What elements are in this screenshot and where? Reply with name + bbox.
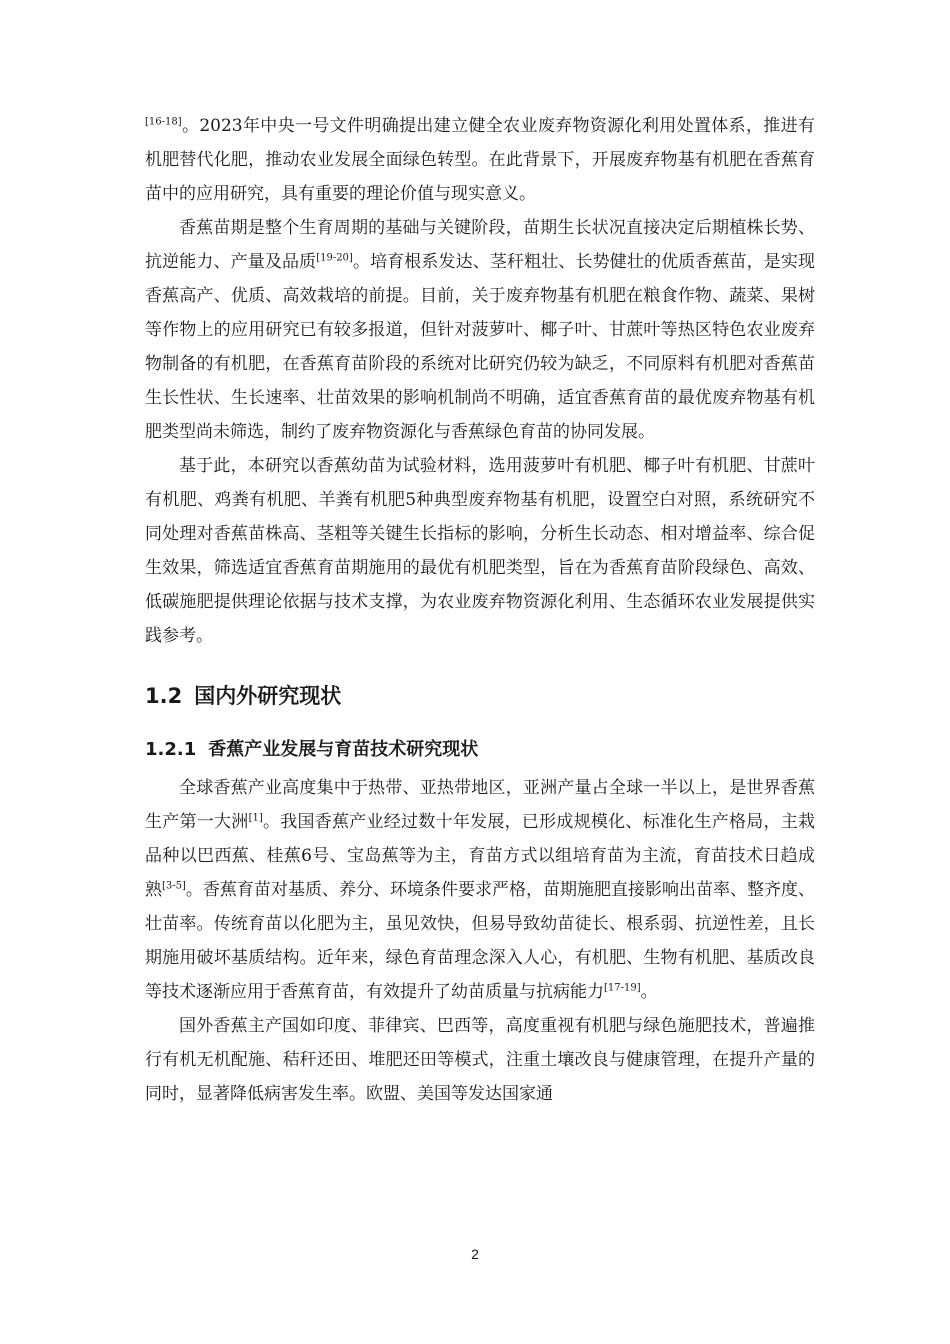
paragraph-4 (145, 771, 815, 1009)
paragraph-3 (145, 449, 815, 653)
citation: [16-18] (145, 116, 182, 128)
paragraph-text: 全球香蕉产业高度集中于热带、亚热带地区，亚洲产量占全球一半以上，是世界香蕉生产第一大洲 (145, 778, 815, 832)
page-number: 2 (471, 1246, 479, 1262)
citation: [1] (248, 812, 263, 824)
section-number: 1.2 (145, 684, 183, 708)
section-title: 香蕉产业发展与育苗技术研究现状 (208, 739, 479, 760)
citation: [17-19] (604, 982, 641, 994)
paragraph-2 (145, 211, 815, 449)
section-number: 1.2.1 (145, 739, 197, 760)
paragraph-text: 。 (640, 982, 658, 1002)
paragraph-1 (145, 109, 815, 211)
paragraph-text: 。培育根系发达、茎秆粗壮、长势健壮的优质香蕉苗，是实现香蕉高产、优质、高效栽培的前提。目前，关于废弃物基有机肥在粮食作物、蔬菜、果树等作物上的应用研究已有较多报道，但针对菠萝叶、椰子叶、甘蔗叶等热区特色农业废弃物制备的有机肥，在香蕉育苗阶段的系统对比研究仍较为缺乏，不同原料有机肥对香蕉苗生长性状、生长速率、壮苗效果的影响机制尚不明确，适宜香蕉育苗的最优废弃物基有机肥类型尚未筛选，制约了废弃物资源化与香蕉绿色育苗的协同发展。 (145, 252, 816, 442)
document-body (145, 109, 815, 1111)
citation: [3-5] (162, 880, 186, 892)
paragraph-text: 。我国香蕉产业经过数十年发展，已形成规模化、标准化生产格局，主栽品种以巴西蕉、桂蕉6号、宝岛蕉等为主，育苗方式以组培育苗为主流，育苗技术日趋成熟 (145, 812, 816, 900)
paragraph-text: 香蕉苗期是整个生育周期的基础与关键阶段，苗期生长状况直接决定后期植株长势、抗逆能力、产量及品质 (145, 218, 815, 272)
citation: [19-20] (316, 252, 353, 264)
section-heading-1-2-1 (145, 733, 815, 767)
paragraph-text: 国外香蕉主产国如印度、菲律宾、巴西等，高度重视有机肥与绿色施肥技术，普遍推行有机无机配施、秸秆还田、堆肥还田等模式，注重土壤改良与健康管理，在提升产量的同时，显著降低病害发生率。欧盟、美国等发达国家通 (145, 1016, 815, 1104)
section-title: 国内外研究现状 (194, 684, 342, 708)
paragraph-5 (145, 1009, 815, 1111)
paragraph-text: 。香蕉育苗对基质、养分、环境条件要求严格，苗期施肥直接影响出苗率、整齐度、壮苗率。传统育苗以化肥为主，虽见效快，但易导致幼苗徒长、根系弱、抗逆性差，且长期施用破坏基质结构。近年来，绿色育苗理念深入人心，有机肥、生物有机肥、基质改良等技术逐渐应用于香蕉育苗，有效提升了幼苗质量与抗病能力 (145, 880, 816, 1002)
paragraph-text: 基于此，本研究以香蕉幼苗为试验材料，选用菠萝叶有机肥、椰子叶有机肥、甘蔗叶有机肥、鸡粪有机肥、羊粪有机肥5种典型废弃物基有机肥，设置空白对照，系统研究不同处理对香蕉苗株高、茎粗等关键生长指标的影响，分析生长动态、相对增益率、综合促生效果，筛选适宜香蕉育苗期施用的最优有机肥类型，旨在为香蕉育苗阶段绿色、高效、低碳施肥提供理论依据与技术支撑，为农业废弃物资源化利用、生态循环农业发展提供实践参考。 (145, 456, 815, 646)
paragraph-text: 。2023年中央一号文件明确提出建立健全农业废弃物资源化利用处置体系，推进有机肥替代化肥，推动农业发展全面绿色转型。在此背景下，开展废弃物基有机肥在香蕉育苗中的应用研究，具有重要的理论价值与现实意义。 (145, 116, 815, 204)
section-heading-1-2 (145, 679, 815, 713)
